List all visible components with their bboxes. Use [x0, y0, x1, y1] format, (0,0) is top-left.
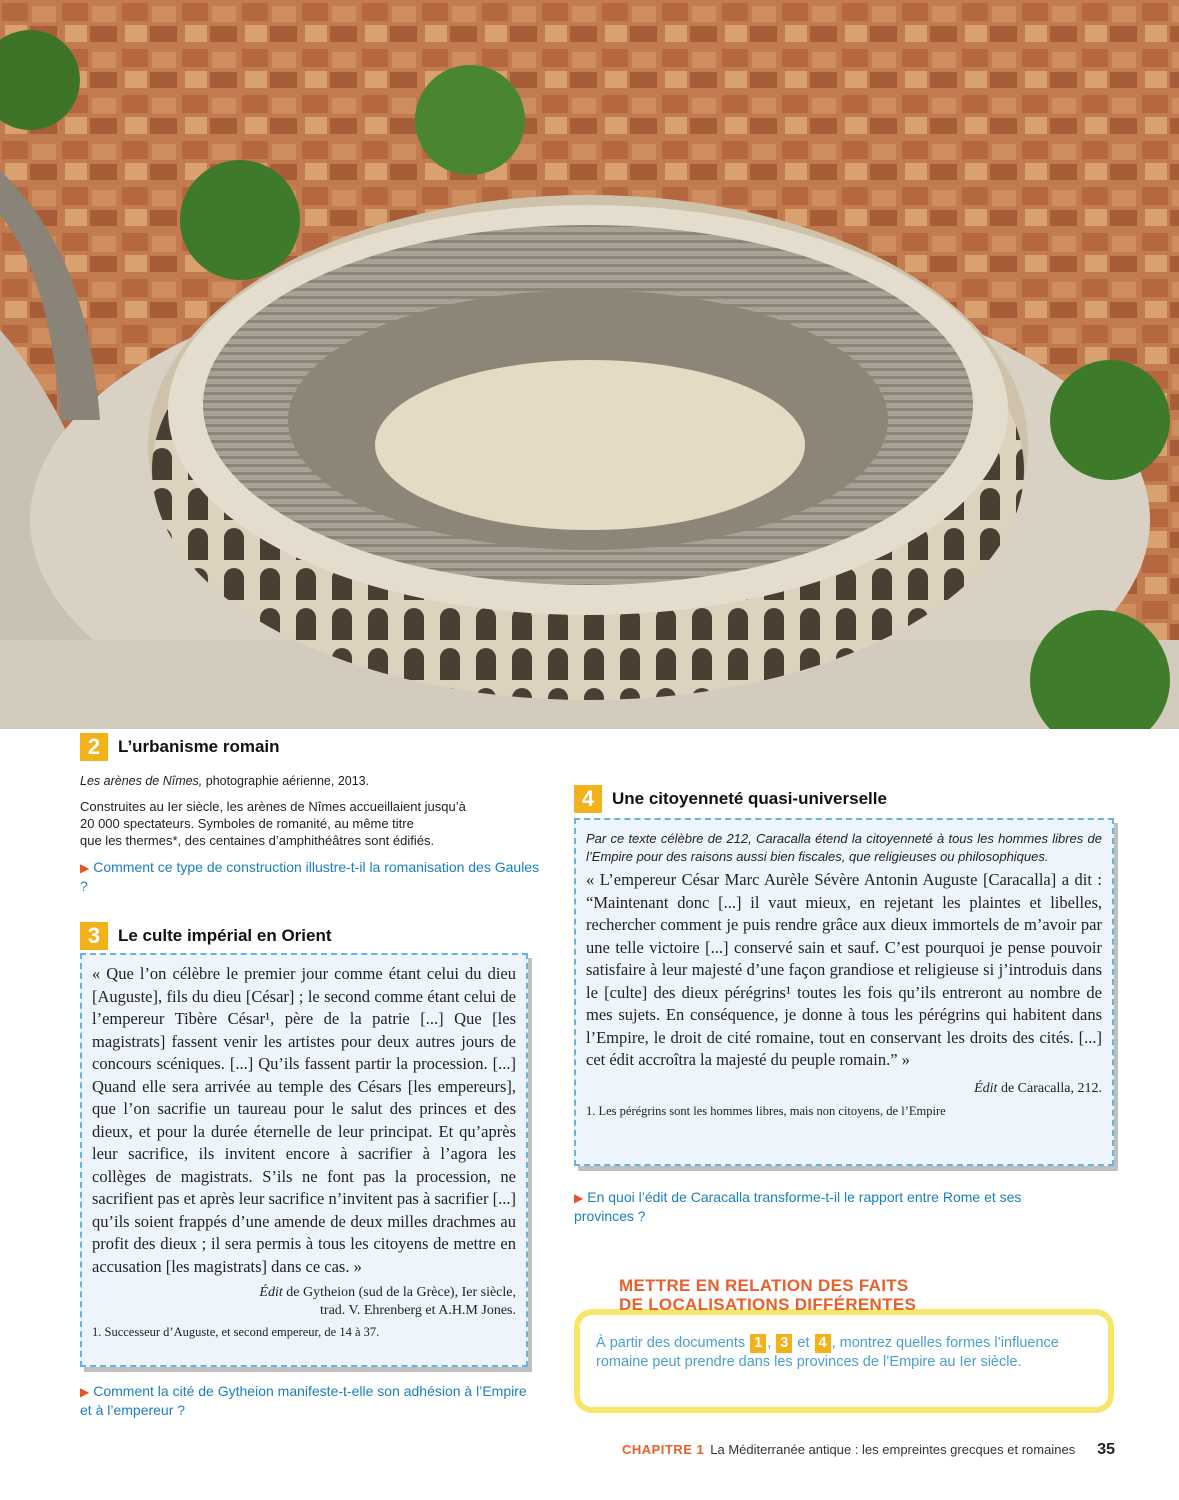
question-text: En quoi l’édit de Caracalla transforme-t-il le rapport entre Rome et ses provinces ?: [574, 1189, 1022, 1224]
doc2-text-line: Construites au Ier siècle, les arènes de Nîmes accueillaient jusqu’à: [80, 799, 466, 814]
triangle-arrow-icon: ▶: [80, 1385, 90, 1399]
doc3-quote-box: [80, 953, 528, 1367]
doc2-question: [80, 858, 540, 895]
activity-title: [619, 1276, 916, 1314]
doc2-text-line: 20 000 spectateurs. Symboles de romanité, au même titre: [80, 816, 414, 831]
doc4-quote: « L’empereur César Marc Aurèle Sévère Antonin Auguste [Caracalla] a dit : “Maintenant donc [...] il vaut mieux, en rejetant les plaintes et libelles, rechercher comment je puis rendre grâce aux dieux immortels de m’avoir par une telle victoire [...] conservé sain et sauf. C’est pourquoi je pense pouvoir satisfaire à leur majesté d’une façon grandiose et religieuse si j’introduis dans le [culte] des dieux pérégrins¹ toutes les fois qu’ils entreront au nombre de mes sujets. En conséquence, je donne à tous les pérégrins qui habitent dans l’Empire, le droit de cité romaine, tout en conservant les droits des cités. [...] cet édit accroîtra la majesté du peuple romain.” »: [586, 870, 1102, 1069]
doc-title: Une citoyenneté quasi-universelle: [612, 789, 887, 808]
doc-ref-badge: 3: [776, 1334, 792, 1353]
activity-title-line: METTRE EN RELATION DES FAITS: [619, 1276, 909, 1295]
amphitheatre-photo: [0, 0, 1179, 729]
source-title: Édit: [974, 1080, 998, 1096]
doc2-header: [80, 733, 280, 761]
source-translator: trad. V. Ehrenberg et A.H.M Jones.: [320, 1303, 516, 1318]
doc4-header: [574, 785, 887, 813]
doc3-header: [80, 922, 332, 950]
doc-number-badge: 2: [80, 733, 108, 761]
chapter-label: CHAPITRE 1: [621, 1442, 705, 1457]
question-text: Comment la cité de Gytheion manifeste-t-elle son adhésion à l’Empire et à l’empereur ?: [80, 1383, 527, 1418]
source-detail: de Caracalla, 212.: [997, 1080, 1102, 1096]
doc2-text-line: que les thermes*, des centaines d’amphithéâtres sont édifiés.: [80, 833, 435, 848]
doc3-footnote: 1. Successeur d’Auguste, et second empereur, de 14 à 37.: [92, 1325, 380, 1339]
nimes-arena-illustration: [0, 0, 1179, 729]
doc4-source: [586, 1080, 1102, 1098]
source-detail: de Gytheion (sud de la Grèce), Ier siècle,: [282, 1285, 516, 1300]
doc2-caption: [80, 774, 369, 788]
triangle-arrow-icon: ▶: [80, 861, 90, 875]
doc4-footnote: 1. Les pérégrins sont les hommes libres, mais non citoyens, de l’Empire: [586, 1103, 946, 1118]
activity-text: ,: [767, 1335, 772, 1351]
doc-title: Le culte impérial en Orient: [118, 926, 332, 945]
doc3-quote: « Que l’on célèbre le premier jour comme étant celui du dieu [Auguste], fils du dieu [César] ; le second comme étant celui de l’empereur Tibère César¹, père de la patrie [...] Que [les magistrats] fassent venir les artistes pour deux autres jours de concours scéniques. [...] Qu’ils fassent partir la procession. [...] Quand elle sera arrivée au temple des Césars [les empereurs], que l’on sacrifie un taureau pour le salut des princes et des dieux, et pour la durée éternelle de leur principat. Et qu’après leur sacrifice, ils invitent encore à sacrifier à l’agora les collèges de magistrats. S’ils ne font pas la procession, ne sacrifient pas et après leur sacrifice n’invitent pas à sacrifier [...] qu’ils soient frappés d’une amende de deux milles drachmes au profit des dieux ; il sera permis à tous les citoyens de mettre en accusation [les magistrats] dans ce cas. »: [92, 964, 516, 1276]
caption-title: Les arènes de Nîmes,: [80, 774, 203, 788]
doc-ref-badge: 4: [815, 1334, 831, 1353]
doc3-source: [92, 1284, 516, 1320]
triangle-arrow-icon: ▶: [574, 1191, 584, 1205]
page-number: 35: [1097, 1441, 1115, 1458]
doc4-quote-box: [574, 818, 1114, 1166]
doc-number-badge: 4: [574, 785, 602, 813]
activity-text: À partir des documents: [596, 1335, 746, 1351]
doc4-intro: Par ce texte célèbre de 212, Caracalla étend la citoyenneté à tous les hommes libres de l’Empire pour des raisons aussi bien fiscales, que religieuses ou philosophiques.: [586, 831, 1102, 864]
doc-number-badge: 3: [80, 922, 108, 950]
question-text: Comment ce type de construction illustre-t-il la romanisation des Gaules ?: [80, 859, 540, 894]
doc3-question: [80, 1382, 540, 1419]
doc-title: L’urbanisme romain: [118, 737, 280, 756]
doc-ref-badge: 1: [750, 1334, 766, 1353]
source-title: Édit: [259, 1285, 283, 1300]
doc4-question: [574, 1188, 1074, 1225]
activity-text: et: [797, 1335, 810, 1351]
activity-title-line: DE LOCALISATIONS DIFFÉRENTES: [619, 1295, 917, 1314]
doc2-text: [80, 798, 540, 849]
caption-detail: photographie aérienne, 2013.: [202, 774, 370, 788]
page-footer: [622, 1441, 1115, 1459]
activity-instructions: [596, 1334, 1096, 1372]
chapter-title: La Méditerranée antique : les empreintes grecques et romaines: [710, 1442, 1076, 1457]
activity-text: , montrez quelles formes l’influence romaine peut prendre dans les provinces de l’Empire au Ier siècle.: [596, 1335, 1059, 1370]
